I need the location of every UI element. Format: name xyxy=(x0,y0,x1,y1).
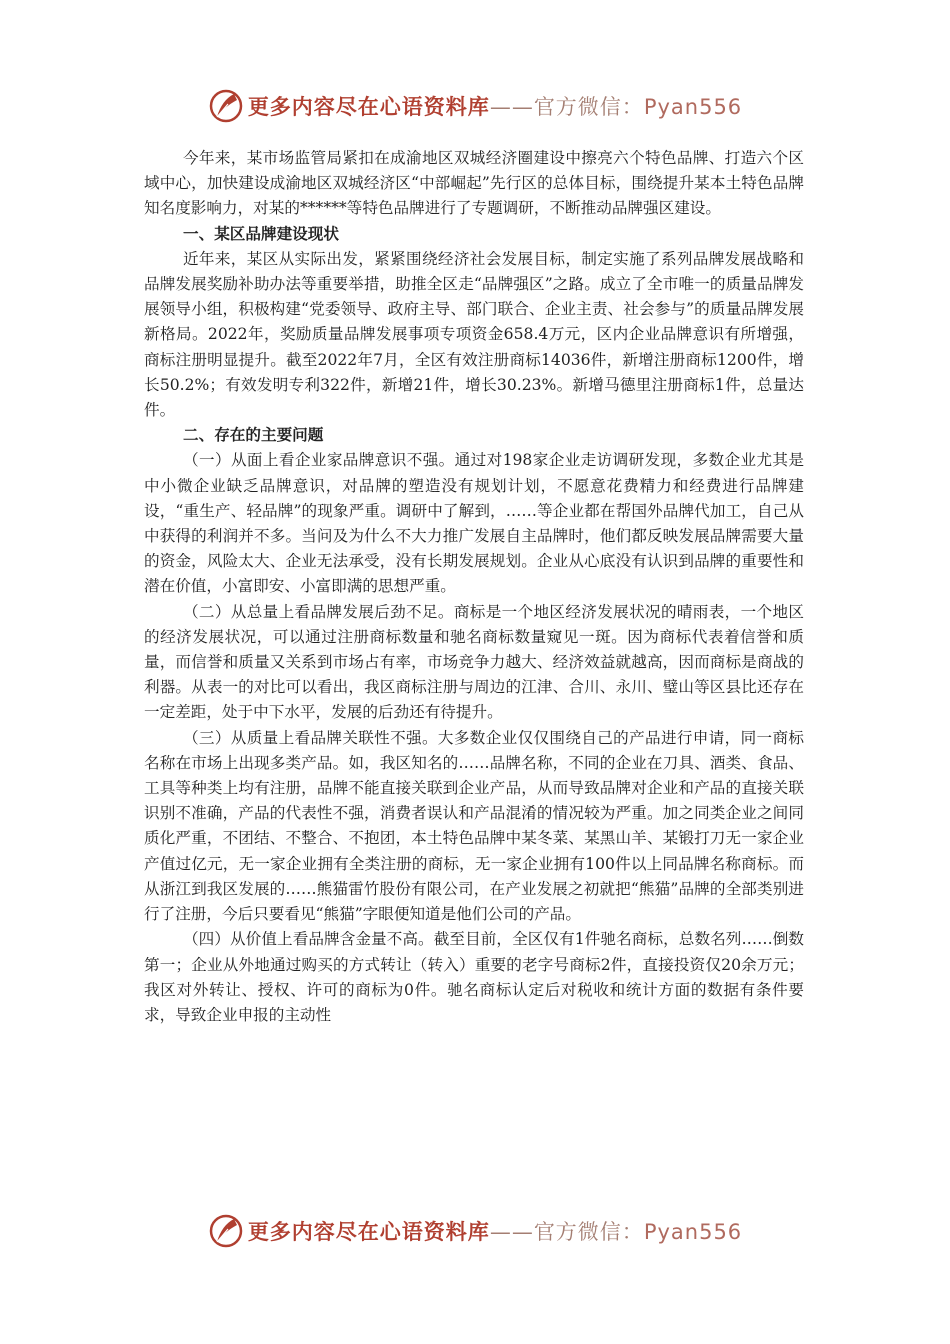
paragraph-status: 近年来，某区从实际出发，紧紧围绕经济社会发展目标，制定实施了系列品牌发展战略和品牌发展奖励补助办法等重要举措，助推全区走“品牌强区”之路。成立了全市唯一的质量品牌发展领导小组，积极构建“党委领导、政府主导、部门联合、企业主责、社会参与”的质量品牌发展新格局。2022年，奖励质量品牌发展事项专项资金658.4万元，区内企业品牌意识有所增强，商标注册明显提升。截至2022年7月，全区有效注册商标14036件，新增注册商标1200件，增长50.2%；有效发明专利322件，新增21件，增长30.23%。新增马德里注册商标1件，总量达件。 xyxy=(144,249,804,420)
feather-pen-logo-icon xyxy=(208,1213,244,1249)
footer-banner xyxy=(0,1211,950,1251)
header-banner xyxy=(0,86,950,126)
intro-paragraph: 今年来，某市场监管局紧扣在成渝地区双城经济圈建设中擦亮六个特色品牌、打造六个区域中心，加快建设成渝地区双城经济区“中部崛起”先行区的总体目标，围绕提升某本土特色品牌知名度影响力，对某的******等特色品牌进行了专题调研，不断推动品牌强区建设。 xyxy=(144,149,804,218)
section-heading-1: 一、某区品牌建设现状 xyxy=(183,224,339,243)
section-heading-2: 二、存在的主要问题 xyxy=(183,426,324,445)
document-body xyxy=(144,146,804,1028)
banner-text: 更多内容尽在心语资料库——官方微信：Pyan556 xyxy=(247,95,743,119)
paragraph-issue-1: （一）从面上看企业家品牌意识不强。通过对198家企业走访调研发现，多数企业尤其是中小微企业缺乏品牌意识，对品牌的塑造没有规划计划，不愿意花费精力和经费进行品牌建设，“重生产、轻品牌”的现象严重。调研中了解到，……等企业都在帮国外品牌代加工，自己从中获得的利润并不多。当问及为什么不大力推广发展自主品牌时，他们都反映发展品牌需要大量的资金，风险太大、企业无法承受，没有长期发展规划。企业从心底没有认识到品牌的重要性和潜在价值，小富即安、小富即满的思想严重。 xyxy=(144,451,804,596)
banner-text: 更多内容尽在心语资料库——官方微信：Pyan556 xyxy=(247,1220,743,1244)
paragraph-issue-3: （三）从质量上看品牌关联性不强。大多数企业仅仅围绕自己的产品进行申请，同一商标名称在市场上出现多类产品。如，我区知名的……品牌名称，不同的企业在刀具、酒类、食品、工具等种类上均有注册，品牌不能直接关联到企业产品，从而导致品牌对企业和产品的直接关联识别不准确，产品的代表性不强，消费者误认和产品混淆的情况较为严重。加之同类企业之间同质化严重，不团结、不整合、不抱团，本土特色品牌中某冬菜、某黑山羊、某锻打刀无一家企业产值过亿元，无一家企业拥有全类注册的商标，无一家企业拥有100件以上同品牌名称商标。而从浙江到我区发展的……熊猫雷竹股份有限公司，在产业发展之初就把“熊猫”品牌的全部类别进行了注册，今后只要看见“熊猫”字眼便知道是他们公司的产品。 xyxy=(144,728,804,924)
paragraph-issue-2: （二）从总量上看品牌发展后劲不足。商标是一个地区经济发展状况的晴雨表，一个地区的经济发展状况，可以通过注册商标数量和驰名商标数量窥见一斑。因为商标代表着信誉和质量，而信誉和质量又关系到市场占有率，市场竞争力越大、经济效益就越高，因而商标是商战的利器。从表一的对比可以看出，我区商标注册与周边的江津、合川、永川、璧山等区县比还存在一定差距，处于中下水平，发展的后劲还有待提升。 xyxy=(144,602,804,722)
feather-pen-logo-icon xyxy=(208,88,244,124)
paragraph-issue-4: （四）从价值上看品牌含金量不高。截至目前，全区仅有1件驰名商标，总数名列……倒数第一；企业从外地通过购买的方式转让（转入）重要的老字号商标2件，直接投资仅20余万元；我区对外转让、授权、许可的商标为0件。驰名商标认定后对税收和统计方面的数据有条件要求，导致企业申报的主动性 xyxy=(144,930,804,1024)
